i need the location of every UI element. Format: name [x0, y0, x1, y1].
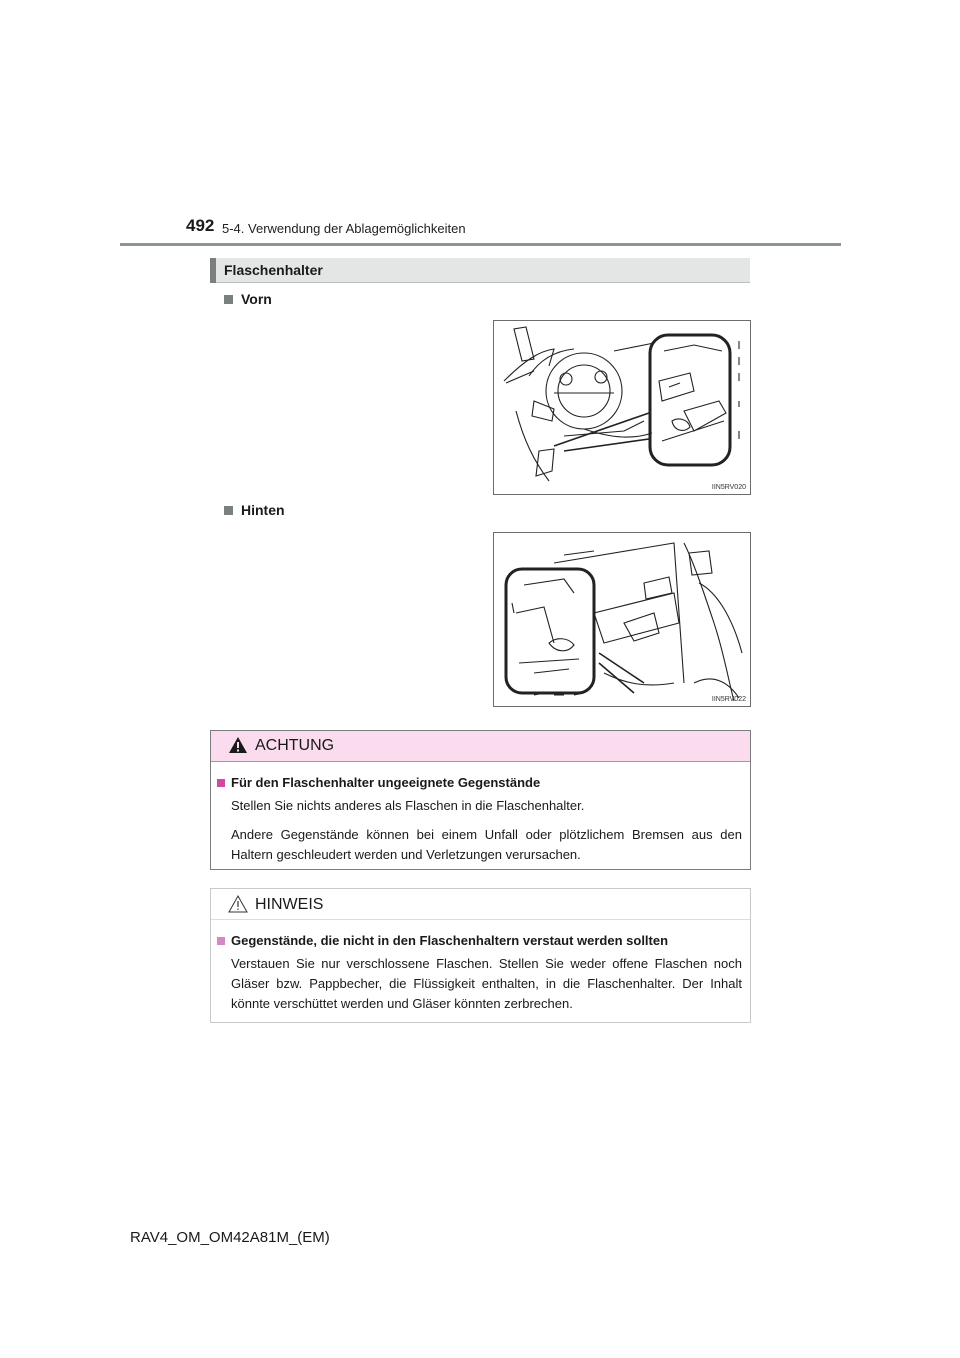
- subheading-rear: [224, 502, 285, 518]
- notice-body: [217, 931, 742, 1014]
- section-heading: Flaschenhalter: [224, 262, 323, 278]
- header-rule: [120, 243, 841, 246]
- notice-item-title-text: Gegenstände, die nicht in den Flaschenhaltern verstaut werden sollten: [231, 933, 669, 948]
- notice-item-title: [217, 931, 742, 951]
- subheading-front: [224, 291, 272, 307]
- warning-box: [210, 730, 751, 870]
- warning-paragraph: Stellen Sie nichts anderes als Flaschen in die Flaschenhalter.: [231, 798, 585, 813]
- footer-doc-code: RAV4_OM_OM42A81M_(EM): [130, 1229, 330, 1246]
- warning-body: [217, 773, 742, 865]
- subheading-front-label: Vorn: [241, 291, 272, 307]
- square-bullet-icon: [217, 779, 225, 787]
- warning-paragraph: Andere Gegenstände können bei einem Unfall oder plötzlichem Bremsen aus den Haltern geschleudert werden und Verletzungen verursachen.: [231, 827, 742, 862]
- illustration-front-bottle-holder: [493, 320, 751, 495]
- subheading-rear-label: Hinten: [241, 502, 285, 518]
- caution-triangle-outline-icon: [228, 895, 248, 913]
- notice-header: [211, 889, 750, 920]
- warning-triangle-icon: [228, 736, 248, 754]
- square-bullet-icon: [224, 295, 233, 304]
- warning-header: [211, 731, 750, 762]
- notice-title: HINWEIS: [255, 896, 324, 913]
- section-title: 5-4. Verwendung der Ablagemöglichkeiten: [222, 221, 466, 236]
- rear-image-code-label: IIN5RV022: [711, 696, 746, 703]
- square-bullet-icon: [224, 506, 233, 515]
- illustration-rear-bottle-holder: [493, 532, 751, 707]
- notice-paragraph: Verstauen Sie nur verschlossene Flaschen. Stellen Sie weder offene Flaschen noch Gläser bzw. Pappbecher, die Flüssigkeit enthalten, in die Flaschenhalter. Der Inhalt könnte verschüttet werden und Gläser könnten zerbrechen.: [231, 956, 742, 1011]
- heading-accent: [210, 258, 216, 283]
- warning-title: ACHTUNG: [255, 737, 335, 754]
- page-number: 492: [186, 216, 215, 235]
- notice-box: [210, 888, 751, 1023]
- square-bullet-icon: [217, 937, 225, 945]
- warning-item-title: [217, 773, 742, 793]
- warning-item-title-text: Für den Flaschenhalter ungeeignete Gegenstände: [231, 775, 541, 790]
- front-interior-drawing: [494, 321, 750, 494]
- front-image-code-label: IIN5RV020: [711, 484, 746, 491]
- rear-interior-drawing: [494, 533, 750, 706]
